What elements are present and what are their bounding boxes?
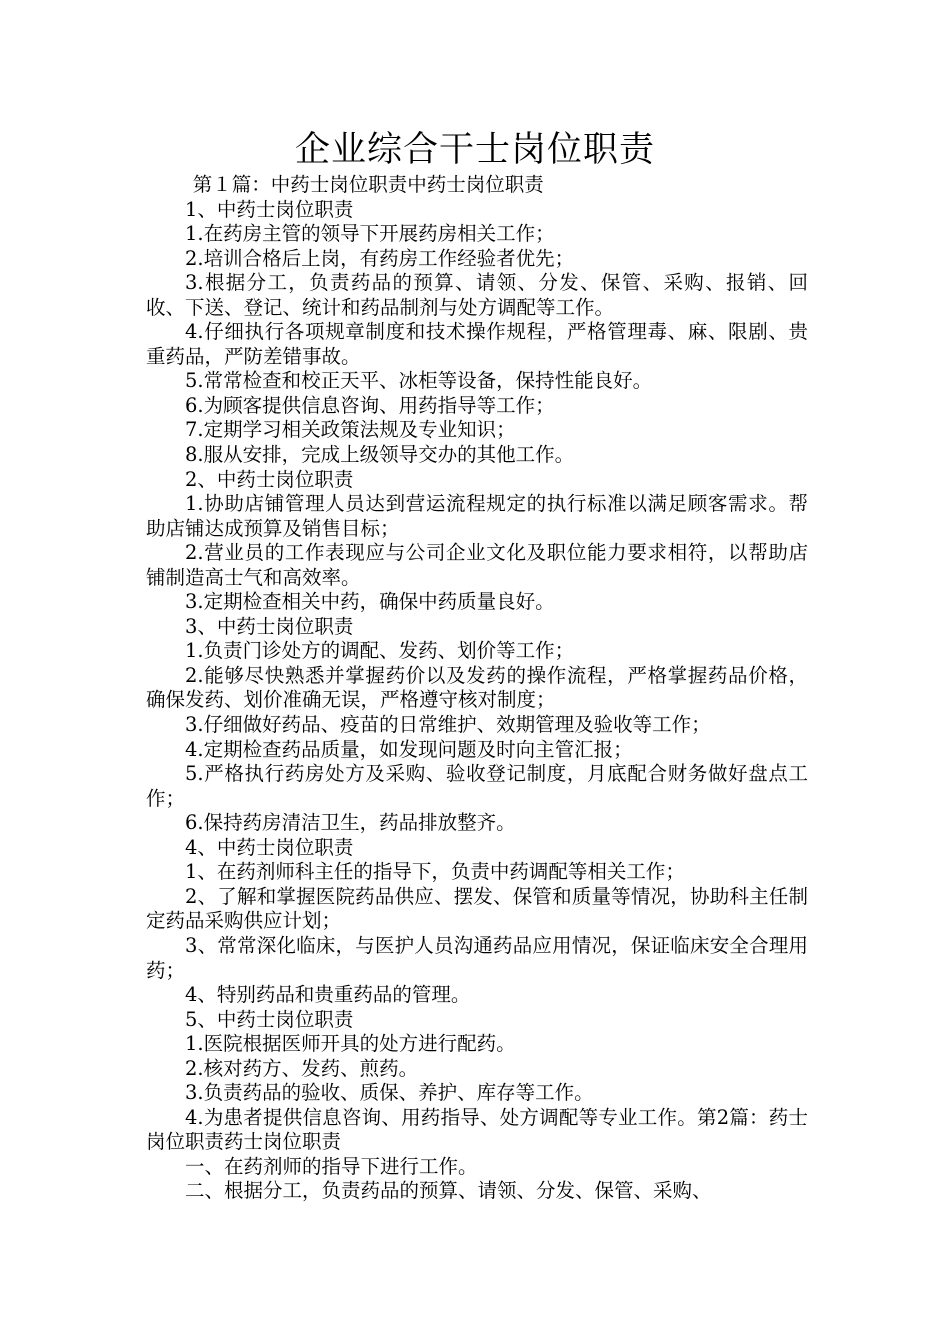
- document-paragraph: 3.定期检查相关中药，确保中药质量良好。: [185, 590, 555, 614]
- document-paragraph: 1、在药剂师科主任的指导下，负责中药调配等相关工作；: [185, 860, 685, 884]
- document-paragraph: 2.培训合格后上岗，有药房工作经验者优先；: [185, 246, 575, 270]
- document-paragraph: 2.营业员的工作表现应与公司企业文化及职位能力要求相符，以帮助店铺制造高士气和高效率。: [146, 541, 808, 589]
- document-paragraph: 一、在药剂师的指导下进行工作。: [185, 1154, 478, 1178]
- document-paragraph: 2、中药士岗位职责: [185, 467, 354, 491]
- document-paragraph: 5、中药士岗位职责: [185, 1007, 354, 1031]
- document-paragraph: 7.定期学习相关政策法规及专业知识；: [185, 418, 516, 442]
- document-paragraph: 8.服从安排，完成上级领导交办的其他工作。: [185, 443, 575, 467]
- document-paragraph: 2、了解和掌握医院药品供应、摆发、保管和质量等情况，协助科主任制定药品采购供应计划；: [146, 884, 808, 933]
- document-title: 企业综合干士岗位职责: [294, 130, 655, 170]
- document-body: [146, 173, 808, 1204]
- document-paragraph: 1.协助店铺管理人员达到营运流程规定的执行标准以满足顾客需求。帮助店铺达成预算及销售目标；: [146, 492, 808, 540]
- document-paragraph: 3.根据分工，负责药品的预算、请领、分发、保管、采购、报销、回收、下送、登记、统计和药品制剂与处方调配等工作。: [146, 271, 808, 319]
- document-paragraph: 5.常常检查和校正天平、冰柜等设备，保持性能良好。: [185, 369, 653, 393]
- document-paragraph: 4.定期检查药品质量，如发现问题及时向主管汇报；: [185, 737, 633, 761]
- document-paragraph: 1.负责门诊处方的调配、发药、划价等工作；: [185, 639, 575, 663]
- document-paragraph: 1.医院根据医师开具的处方进行配药。: [185, 1032, 516, 1056]
- document-paragraph: 3.负责药品的验收、质保、养护、库存等工作。: [185, 1081, 594, 1105]
- document-paragraph: 4.为患者提供信息咨询、用药指导、处方调配等专业工作。第2篇：药士岗位职责药士岗位职责: [146, 1105, 808, 1154]
- document-paragraph: 1.在药房主管的领导下开展药房相关工作；: [185, 222, 555, 246]
- document-paragraph: 3、中药士岗位职责: [185, 614, 354, 638]
- document-paragraph: 5.严格执行药房处方及采购、验收登记制度，月底配合财务做好盘点工作；: [146, 762, 808, 810]
- document-paragraph: 6.保持药房清洁卫生，药品排放整齐。: [185, 811, 516, 835]
- document-paragraph: 6.为顾客提供信息咨询、用药指导等工作；: [185, 393, 555, 417]
- document-paragraph: 4.仔细执行各项规章制度和技术操作规程，严格管理毒、麻、限剧、贵重药品，严防差错事故。: [146, 320, 808, 368]
- document-paragraph: 3.仔细做好药品、疫苗的日常维护、效期管理及验收等工作；: [185, 713, 711, 737]
- document-paragraph: 2.能够尽快熟悉并掌握药价以及发药的操作流程，严格掌握药品价格，确保发药、划价准确无误，严格遵守核对制度；: [146, 663, 808, 712]
- document-paragraph: 1、中药士岗位职责: [185, 197, 354, 221]
- document-paragraph: 3、常常深化临床，与医护人员沟通药品应用情况，保证临床安全合理用药；: [146, 933, 808, 982]
- document-paragraph: 2.核对药方、发药、煎药。: [185, 1056, 419, 1080]
- document-paragraph: 4、中药士岗位职责: [185, 835, 354, 859]
- document-paragraph: 二、根据分工，负责药品的预算、请领、分发、保管、采购、: [185, 1179, 712, 1203]
- document-paragraph: 4、特别药品和贵重药品的管理。: [185, 983, 471, 1007]
- document-paragraph: 第１篇：中药士岗位职责中药士岗位职责: [192, 173, 544, 196]
